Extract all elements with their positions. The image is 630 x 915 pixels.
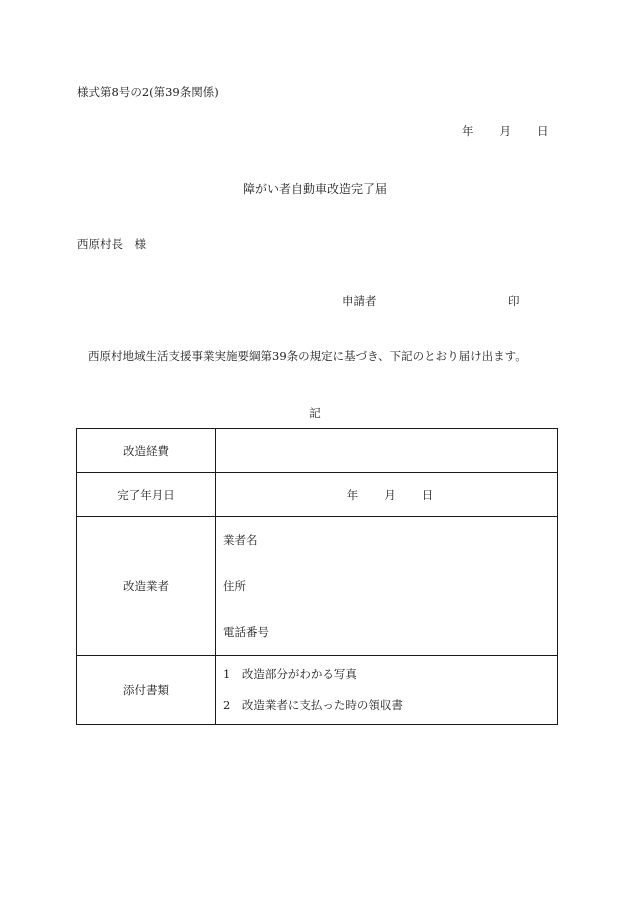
attachments-label: 添付書類	[77, 656, 216, 725]
contractor-label: 改造業者	[77, 517, 216, 656]
date-year: 年	[462, 124, 474, 138]
completion-day: 日	[421, 487, 434, 502]
contractor-phone-label: 電話番号	[223, 625, 269, 639]
completion-year: 年	[346, 487, 359, 502]
contractor-name-label: 業者名	[223, 533, 258, 547]
document-title: 障がい者自動車改造完了届	[242, 182, 387, 196]
table-row	[77, 473, 558, 517]
completion-date-label: 完了年月日	[77, 473, 216, 517]
recipient: 西原村長 様	[77, 237, 146, 251]
table-row	[77, 517, 558, 656]
applicant-label: 申請者	[342, 294, 377, 308]
table-row	[77, 429, 558, 473]
body-text: 西原村地域生活支援事業実施要綱第39条の規定に基づき、下記のとおり届け出ます。	[88, 349, 527, 363]
form-number: 様式第8号の2(第39条関係)	[77, 85, 219, 99]
completion-month: 月	[384, 487, 396, 502]
contractor-value	[216, 517, 558, 656]
cost-value	[216, 429, 558, 473]
date-day: 日	[537, 124, 549, 138]
seal-label: 印	[508, 294, 520, 308]
record-heading: 記	[309, 406, 321, 420]
attachment-item: 1 改造部分がわかる写真	[223, 667, 357, 681]
attachments-value	[216, 656, 558, 725]
completion-date-value	[216, 473, 558, 517]
table-row	[77, 656, 558, 725]
cost-label: 改造経費	[77, 429, 216, 473]
contractor-address-label: 住所	[223, 579, 246, 593]
submission-date	[462, 123, 549, 139]
detail-table	[76, 428, 558, 725]
attachment-item: 2 改造業者に支払った時の領収書	[223, 698, 403, 712]
date-month: 月	[499, 124, 511, 138]
